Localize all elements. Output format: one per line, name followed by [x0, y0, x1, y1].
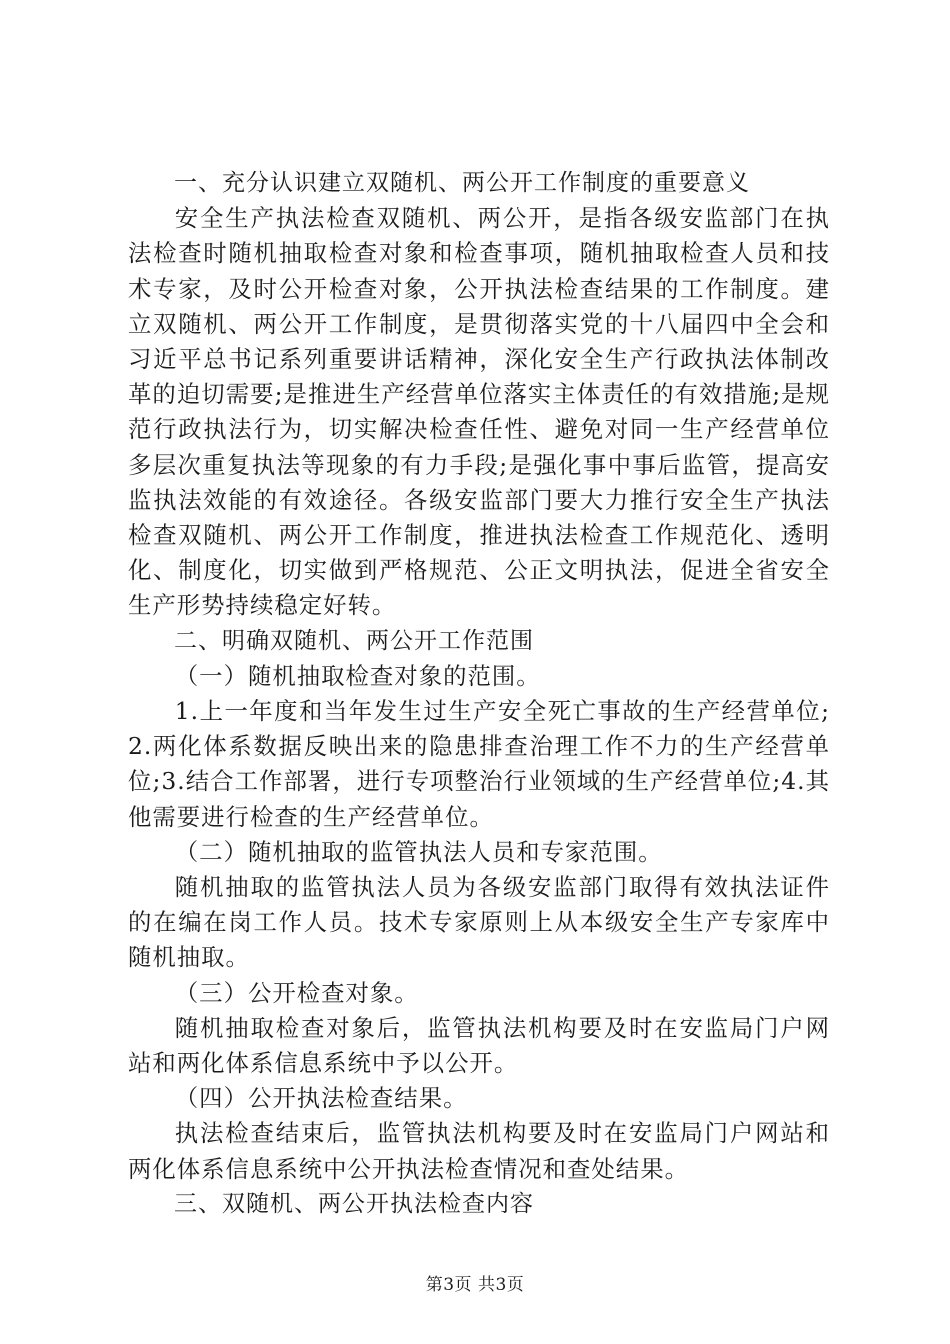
- body-paragraph: 随机抽取检查对象后，监管执法机构要及时在安监局门户网站和两化体系信息系统中予以公开。: [128, 1013, 830, 1078]
- section-heading-3: 三、双随机、两公开执法检查内容: [174, 1190, 534, 1217]
- subsection-heading-1: （一）随机抽取检查对象的范围。: [174, 661, 541, 690]
- section-heading-1: 一、充分认识建立双随机、两公开工作制度的重要意义: [174, 170, 750, 196]
- body-paragraph: 1.上一年度和当年发生过生产安全死亡事故的生产经营单位;2.两化体系数据反映出来的隐患排查治理工作不力的生产经营单位;3.结合工作部署，进行专项整治行业领域的生产经营单位;4.其他需要进行检查的生产经营单位。: [128, 697, 830, 831]
- subsection-heading-4: （四）公开执法检查结果。: [174, 1084, 468, 1113]
- subsection-heading-3: （三）公开检查对象。: [174, 978, 419, 1007]
- page-number-footer: 第3页 共3页: [425, 1275, 525, 1295]
- section-heading-2: 二、明确双随机、两公开工作范围: [174, 627, 534, 654]
- subsection-heading-2: （二）随机抽取的监管执法人员和专家范围。: [174, 837, 663, 866]
- document-body: [128, 166, 830, 1222]
- body-paragraph: 安全生产执法检查双随机、两公开，是指各级安监部门在执法检查时随机抽取检查对象和检查事项，随机抽取检查人员和技术专家，及时公开检查对象，公开执法检查结果的工作制度。建立双随机、两公开工作制度，是贯彻落实党的十八届四中全会和习近平总书记系列重要讲话精神，深化安全生产行政执法体制改革的迫切需要;是推进生产经营单位落实主体责任的有效措施;是规范行政执法行为，切实解决检查任性、避免对同一生产经营单位多层次重复执法等现象的有力手段;是强化事中事后监管，提高安监执法效能的有效途径。各级安监部门要大力推行安全生产执法检查双随机、两公开工作制度，推进执法检查工作规范化、透明化、制度化，切实做到严格规范、公正文明执法，促进全省安全生产形势持续稳定好转。: [128, 204, 830, 620]
- body-paragraph: 执法检查结束后，监管执法机构要及时在安监局门户网站和两化体系信息系统中公开执法检查情况和查处结果。: [128, 1119, 830, 1183]
- body-paragraph: 随机抽取的监管执法人员为各级安监部门取得有效执法证件的在编在岗工作人员。技术专家原则上从本级安全生产专家库中随机抽取。: [128, 873, 830, 972]
